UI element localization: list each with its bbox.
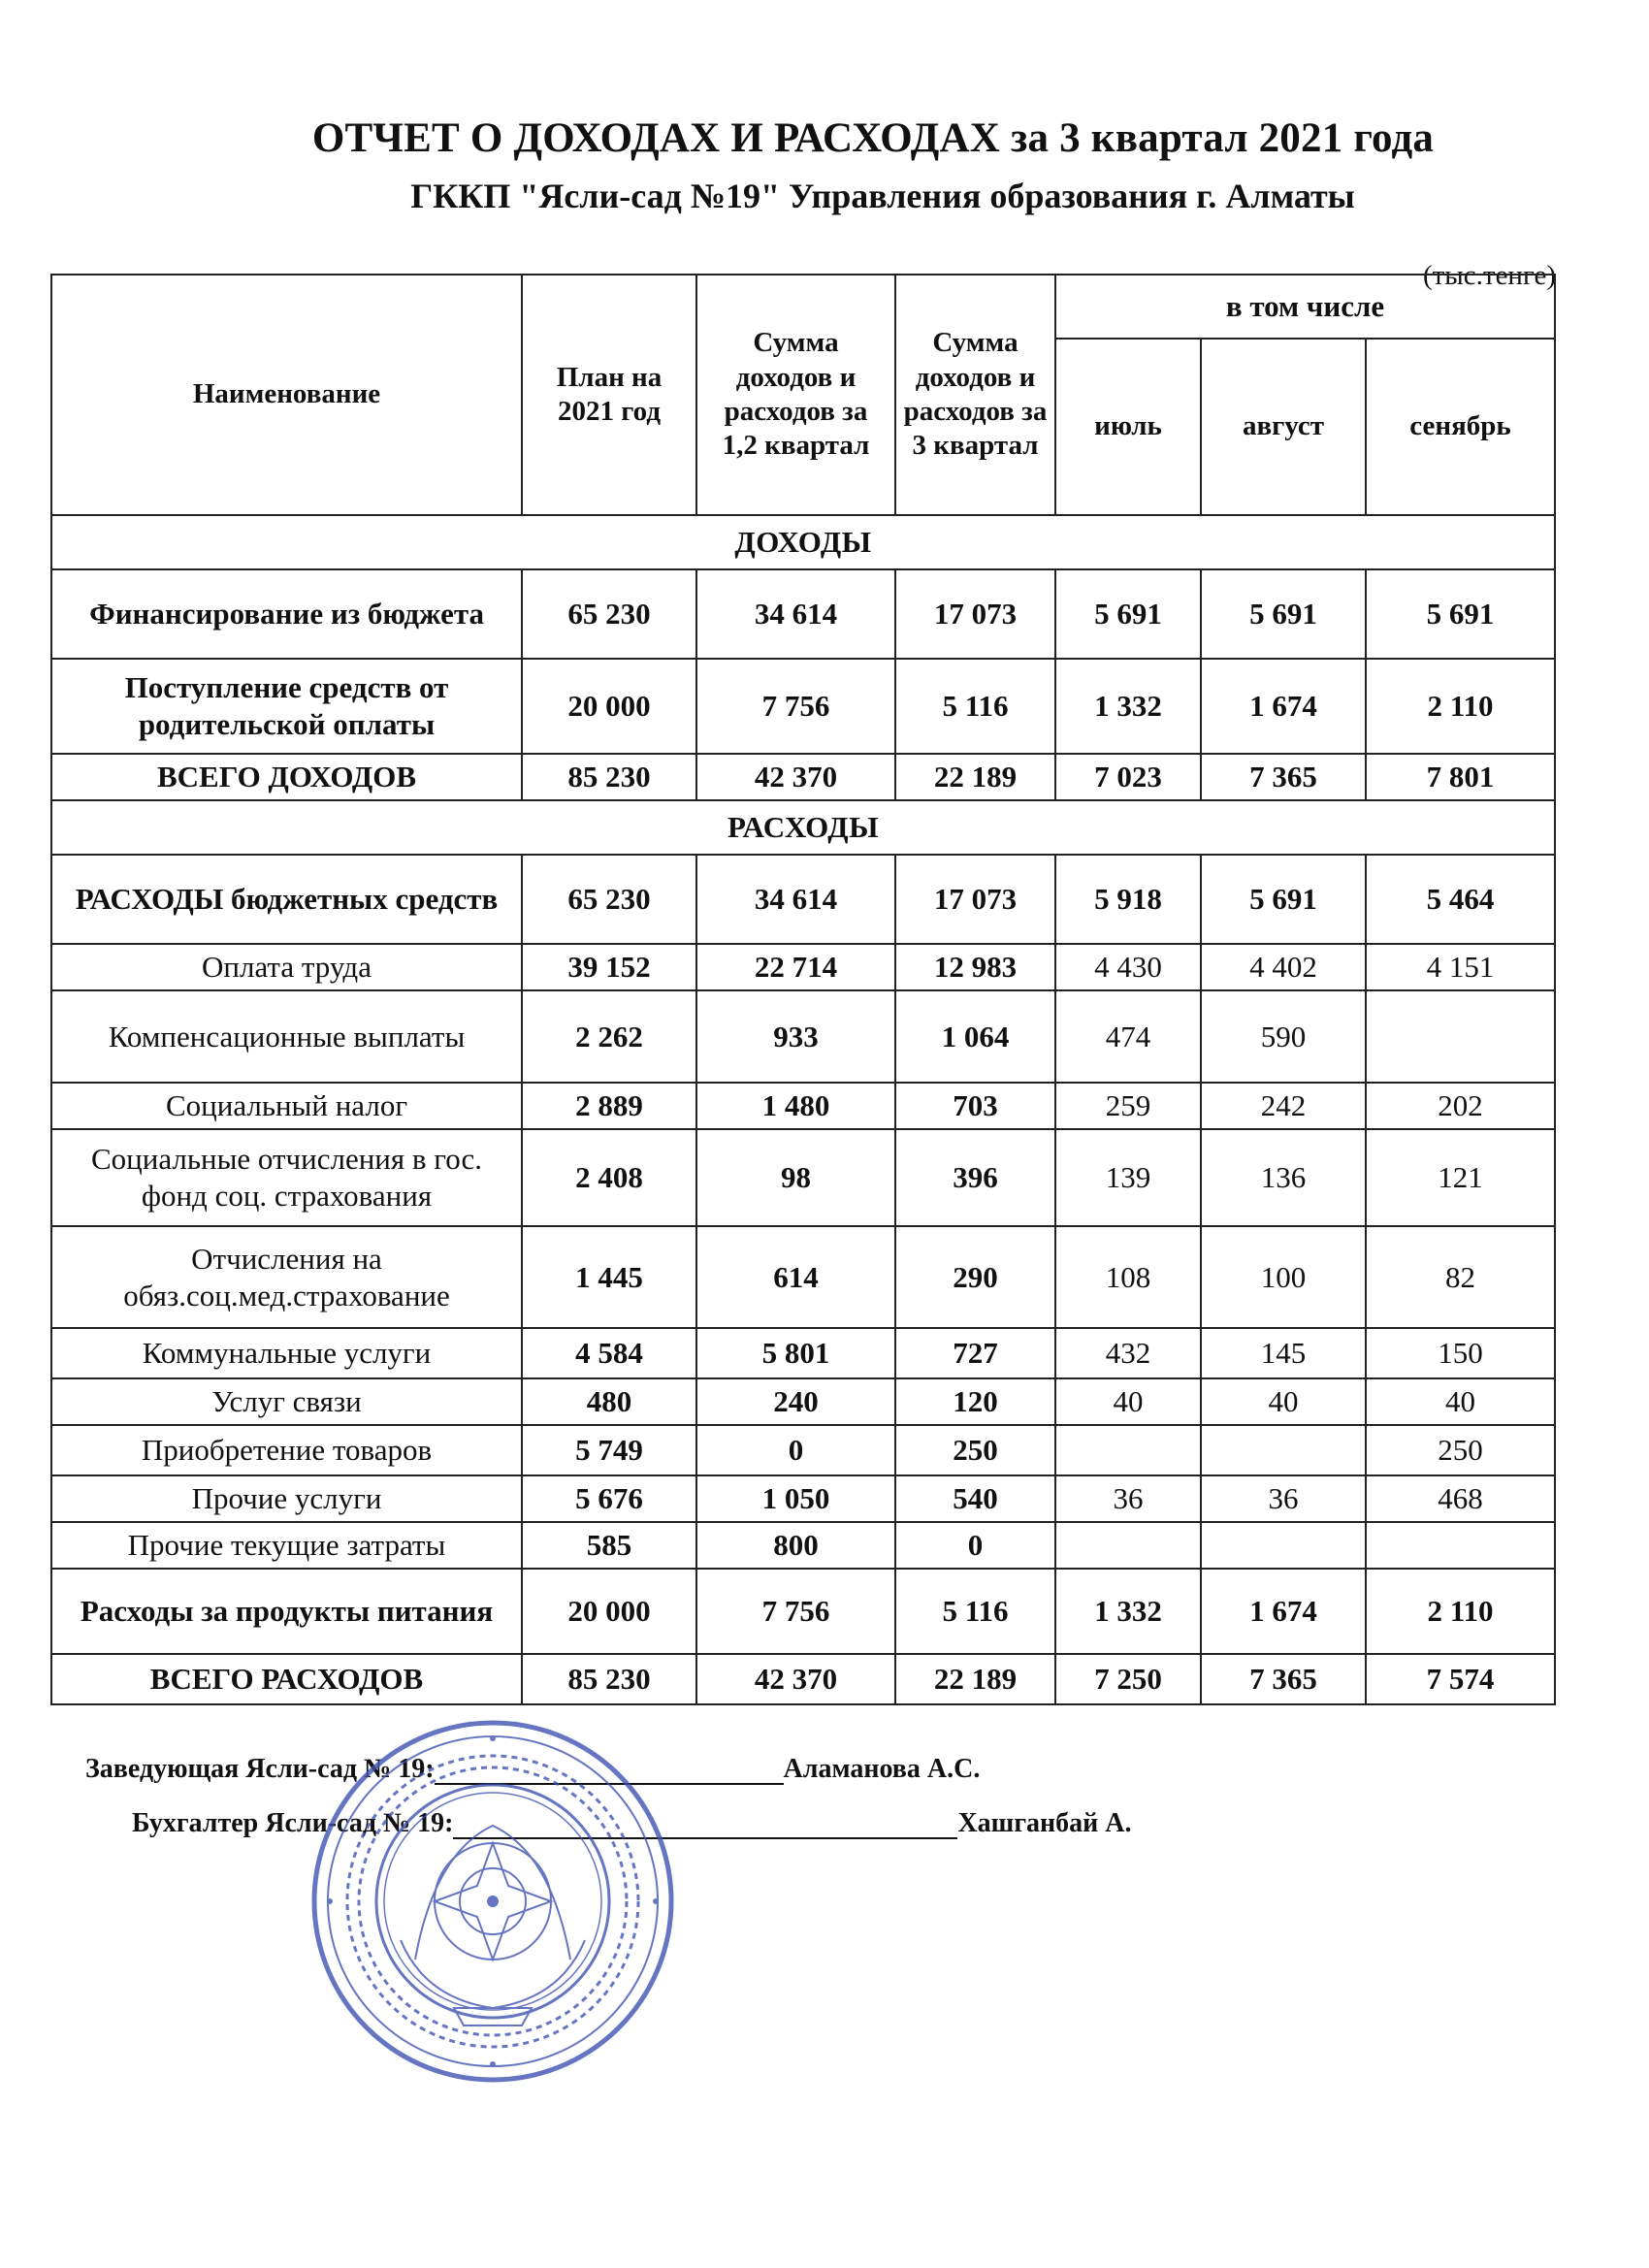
row-name: Расходы за продукты питания [51,1569,522,1654]
cell-plan: 85 230 [522,1654,696,1704]
cell-q3: 540 [895,1475,1055,1522]
cell-plan: 2 262 [522,990,696,1083]
cell-aug: 136 [1201,1129,1366,1226]
table-row [51,1378,1555,1425]
header-july: июль [1055,339,1201,515]
cell-q12: 240 [696,1378,895,1425]
cell-q12: 42 370 [696,754,895,800]
header-sum-q12: Сумма доходов и расходов за 1,2 квартал [696,275,895,515]
table-row [51,659,1555,754]
table-row [51,1425,1555,1475]
row-name: Социальный налог [51,1083,522,1129]
cell-q12: 800 [696,1522,895,1569]
cell-aug: 1 674 [1201,659,1366,754]
table-row [51,1654,1555,1704]
table-row [51,1475,1555,1522]
row-name: Приобретение товаров [51,1425,522,1475]
cell-aug: 4 402 [1201,944,1366,990]
cell-jul: 5 691 [1055,569,1201,659]
accountant-name: Хашганбай А. [957,1808,1132,1838]
cell-jul: 139 [1055,1129,1201,1226]
cell-sep: 150 [1366,1328,1555,1378]
cell-plan: 20 000 [522,659,696,754]
cell-q12: 22 714 [696,944,895,990]
cell-sep: 5 464 [1366,855,1555,944]
table-row [51,1569,1555,1654]
round-seal-icon [308,1717,677,2086]
cell-plan: 65 230 [522,569,696,659]
cell-aug [1201,1522,1366,1569]
table-row [51,569,1555,659]
cell-q3: 1 064 [895,990,1055,1083]
cell-sep: 468 [1366,1475,1555,1522]
cell-jul: 40 [1055,1378,1201,1425]
row-name: РАСХОДЫ бюджетных средств [51,855,522,944]
cell-jul: 432 [1055,1328,1201,1378]
header-sum-q3: Сумма доходов и расходов за 3 квартал [895,275,1055,515]
cell-q3: 17 073 [895,855,1055,944]
header-august: август [1201,339,1366,515]
table-row [51,1083,1555,1129]
cell-aug: 145 [1201,1328,1366,1378]
cell-plan: 2 408 [522,1129,696,1226]
cell-aug: 242 [1201,1083,1366,1129]
section-expense: РАСХОДЫ [51,800,1555,855]
cell-plan: 585 [522,1522,696,1569]
cell-q3: 17 073 [895,569,1055,659]
cell-q12: 5 801 [696,1328,895,1378]
income-expense-table [50,274,1556,1705]
report-header [0,114,1649,216]
cell-sep: 121 [1366,1129,1555,1226]
cell-q12: 933 [696,990,895,1083]
cell-plan: 5 676 [522,1475,696,1522]
cell-q3: 290 [895,1226,1055,1328]
cell-plan: 65 230 [522,855,696,944]
cell-q12: 614 [696,1226,895,1328]
header-including: в том числе [1055,275,1555,339]
row-name: Поступление средств от родительской оплаты [51,659,522,754]
cell-q12: 1 480 [696,1083,895,1129]
accountant-label: Бухгалтер Ясли-сад № 19: [132,1808,454,1838]
row-name: ВСЕГО РАСХОДОВ [51,1654,522,1704]
cell-sep: 2 110 [1366,659,1555,754]
cell-aug: 40 [1201,1378,1366,1425]
cell-aug: 590 [1201,990,1366,1083]
cell-plan: 39 152 [522,944,696,990]
cell-plan: 85 230 [522,754,696,800]
section-income: ДОХОДЫ [51,515,1555,569]
cell-plan: 4 584 [522,1328,696,1378]
cell-aug [1201,1425,1366,1475]
table-row [51,754,1555,800]
cell-q12: 34 614 [696,569,895,659]
cell-q3: 12 983 [895,944,1055,990]
cell-jul: 474 [1055,990,1201,1083]
cell-plan: 5 749 [522,1425,696,1475]
cell-jul [1055,1522,1201,1569]
cell-jul: 7 250 [1055,1654,1201,1704]
section-income-row [51,515,1555,569]
row-name: Услуг связи [51,1378,522,1425]
table-row [51,1522,1555,1569]
table-row [51,1129,1555,1226]
cell-q3: 22 189 [895,1654,1055,1704]
cell-q12: 98 [696,1129,895,1226]
cell-plan: 20 000 [522,1569,696,1654]
cell-sep: 2 110 [1366,1569,1555,1654]
cell-sep: 82 [1366,1226,1555,1328]
cell-jul [1055,1425,1201,1475]
cell-plan: 480 [522,1378,696,1425]
row-name: Коммунальные услуги [51,1328,522,1378]
table-row [51,1226,1555,1328]
cell-aug: 36 [1201,1475,1366,1522]
table-row [51,1328,1555,1378]
cell-jul: 1 332 [1055,659,1201,754]
cell-aug: 1 674 [1201,1569,1366,1654]
header-plan: План на 2021 год [522,275,696,515]
head-name: Аламанова А.С. [783,1754,981,1784]
cell-q12: 0 [696,1425,895,1475]
cell-sep: 4 151 [1366,944,1555,990]
cell-aug: 5 691 [1201,855,1366,944]
cell-jul: 7 023 [1055,754,1201,800]
row-name: Прочие текущие затраты [51,1522,522,1569]
cell-jul: 4 430 [1055,944,1201,990]
row-name: Прочие услуги [51,1475,522,1522]
cell-q12: 7 756 [696,659,895,754]
section-expense-row [51,800,1555,855]
head-label: Заведующая Ясли-сад № 19: [85,1754,435,1784]
cell-aug: 7 365 [1201,1654,1366,1704]
cell-q3: 0 [895,1522,1055,1569]
cell-q12: 1 050 [696,1475,895,1522]
cell-sep: 40 [1366,1378,1555,1425]
cell-q3: 250 [895,1425,1055,1475]
cell-sep [1366,990,1555,1083]
row-name: Оплата труда [51,944,522,990]
cell-aug: 100 [1201,1226,1366,1328]
row-name: Социальные отчисления в гос. фонд соц. страхования [51,1129,522,1226]
cell-q3: 396 [895,1129,1055,1226]
row-name: Финансирование из бюджета [51,569,522,659]
cell-q3: 22 189 [895,754,1055,800]
cell-q3: 727 [895,1328,1055,1378]
cell-jul: 36 [1055,1475,1201,1522]
cell-q12: 7 756 [696,1569,895,1654]
table-body [51,515,1555,1704]
cell-q3: 5 116 [895,1569,1055,1654]
cell-sep: 202 [1366,1083,1555,1129]
header-september: сенябрь [1366,339,1555,515]
row-name: Компенсационные выплаты [51,990,522,1083]
cell-q12: 34 614 [696,855,895,944]
cell-aug: 5 691 [1201,569,1366,659]
cell-sep [1366,1522,1555,1569]
table-row [51,990,1555,1083]
cell-sep: 5 691 [1366,569,1555,659]
cell-q12: 42 370 [696,1654,895,1704]
table-row [51,855,1555,944]
cell-sep: 7 801 [1366,754,1555,800]
cell-plan: 2 889 [522,1083,696,1129]
cell-jul: 259 [1055,1083,1201,1129]
cell-aug: 7 365 [1201,754,1366,800]
report-subtitle: ГККП "Ясли-сад №19" Управления образования г. Алматы [410,177,1355,215]
cell-plan: 1 445 [522,1226,696,1328]
cell-sep: 7 574 [1366,1654,1555,1704]
row-name: Отчисления на обяз.соц.мед.страхование [51,1226,522,1328]
unit-label: (тыс.тенге) [1422,260,1556,291]
cell-q3: 5 116 [895,659,1055,754]
cell-sep: 250 [1366,1425,1555,1475]
row-name: ВСЕГО ДОХОДОВ [51,754,522,800]
cell-jul: 5 918 [1055,855,1201,944]
report-title: ОТЧЕТ О ДОХОДАХ И РАСХОДАХ за 3 квартал 2021 года [311,115,1435,161]
cell-q3: 703 [895,1083,1055,1129]
cell-q3: 120 [895,1378,1055,1425]
cell-jul: 1 332 [1055,1569,1201,1654]
header-name: Наименование [51,275,522,515]
table-row [51,944,1555,990]
cell-jul: 108 [1055,1226,1201,1328]
